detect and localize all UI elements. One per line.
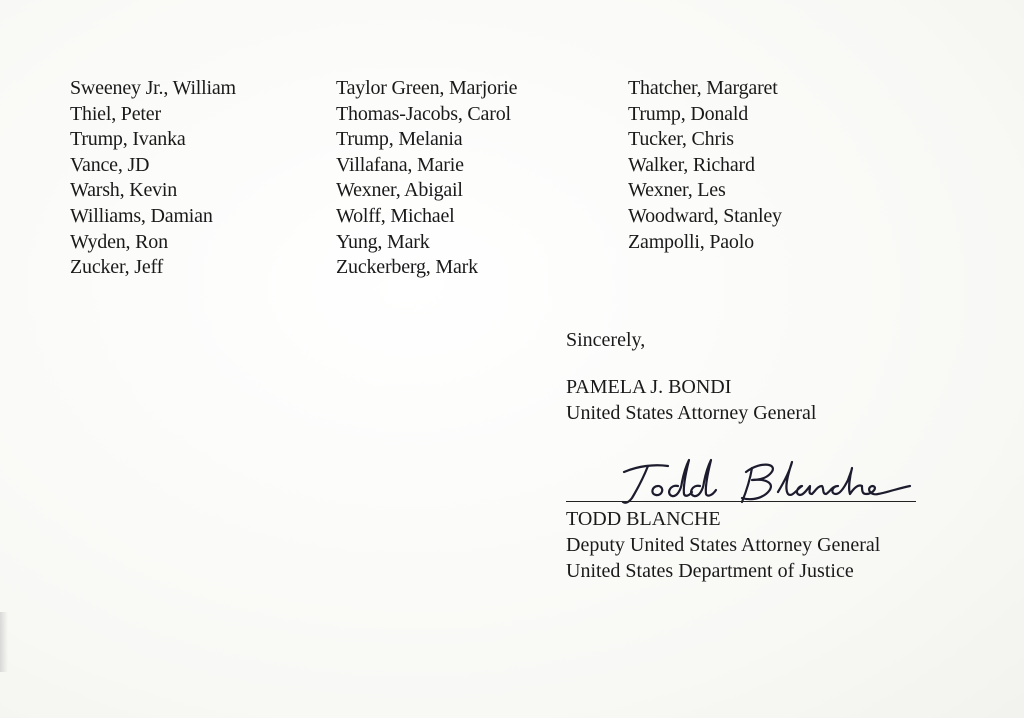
name-entry: Warsh, Kevin xyxy=(70,179,178,202)
name-entry: Trump, Melania xyxy=(336,128,463,151)
name-entry: Thomas-Jacobs, Carol xyxy=(336,102,511,125)
name-entry: Zampolli, Paolo xyxy=(628,230,754,253)
name-entry: Wyden, Ron xyxy=(70,230,168,253)
signature-line xyxy=(566,501,916,502)
signer-department: United States Department of Justice xyxy=(566,560,854,582)
name-entry: Thatcher, Margaret xyxy=(628,77,778,99)
name-entry: Williams, Damian xyxy=(70,204,213,227)
name-entry: Woodward, Stanley xyxy=(628,204,782,227)
name-entry: Tucker, Chris xyxy=(628,128,734,151)
signer-block-bondi xyxy=(566,374,817,426)
name-entry: Wolff, Michael xyxy=(336,204,455,227)
name-entry: Yung, Mark xyxy=(336,230,430,253)
signer-name: PAMELA J. BONDI xyxy=(566,376,732,398)
signer-title: Deputy United States Attorney General xyxy=(566,534,881,556)
name-entry: Walker, Richard xyxy=(628,153,755,176)
signer-block-blanche xyxy=(566,506,880,584)
name-entry: Taylor Green, Marjorie xyxy=(336,77,518,99)
name-entry: Trump, Donald xyxy=(628,102,749,125)
name-entry: Zucker, Jeff xyxy=(70,256,164,279)
signer-name: TODD BLANCHE xyxy=(566,508,721,530)
name-entry: Wexner, Abigail xyxy=(336,179,463,202)
name-entry: Thiel, Peter xyxy=(70,102,161,125)
name-list-column-1 xyxy=(70,76,236,281)
name-entry: Vance, JD xyxy=(70,153,150,176)
handwritten-signature xyxy=(566,452,918,508)
closing-salutation: Sincerely, xyxy=(566,329,646,351)
name-list-column-3 xyxy=(628,76,782,255)
name-entry: Sweeney Jr., William xyxy=(70,77,236,99)
name-entry: Villafana, Marie xyxy=(336,153,464,176)
name-entry: Trump, Ivanka xyxy=(70,128,186,151)
signer-title: United States Attorney General xyxy=(566,402,817,424)
name-entry: Wexner, Les xyxy=(628,179,726,202)
name-list-column-2 xyxy=(336,76,517,281)
scan-edge-mark xyxy=(0,612,8,672)
name-entry: Zuckerberg, Mark xyxy=(336,256,478,279)
